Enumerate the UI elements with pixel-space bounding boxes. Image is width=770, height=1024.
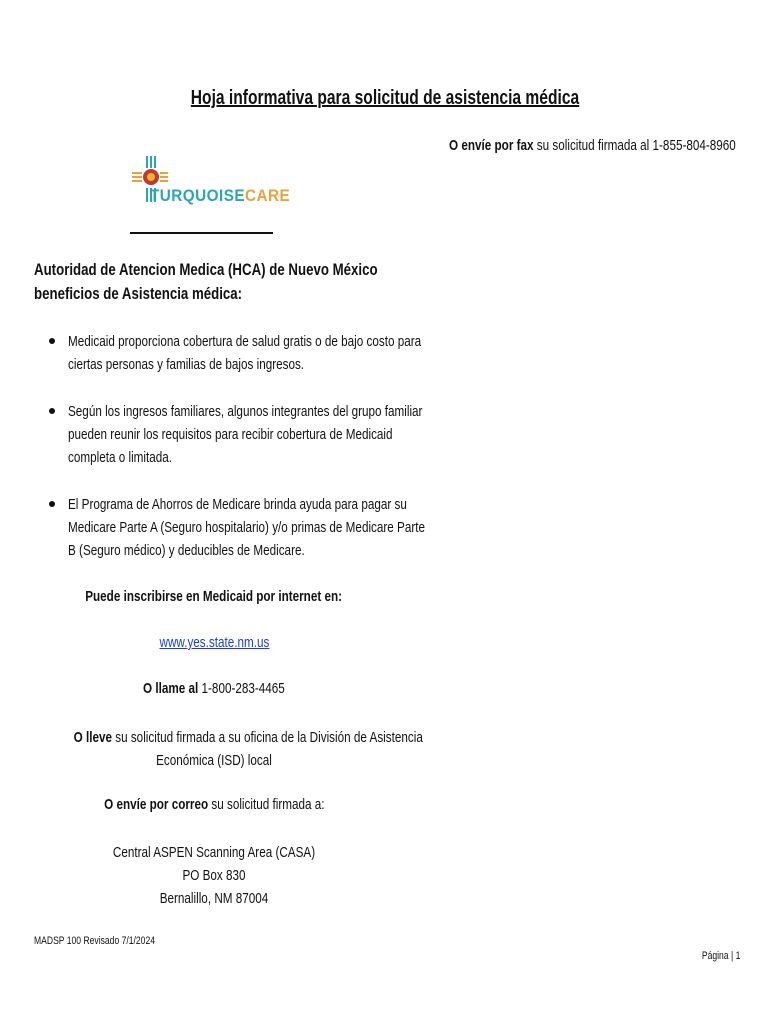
list-item: El Programa de Ahorros de Medicare brinda ayuda para pagar su Medicare Parte A (Seguro hospitalario) y/o primas de Medicare Parte B (Seguro médico) y deducibles de Medicare.: [34, 493, 394, 562]
fax-text: su solicitud firmada al 1-855-804-8960: [533, 137, 736, 154]
list-item: Según los ingresos familiares, algunos integrantes del grupo familiar pueden reunir los requisitos para recibir cobertura de Medicaid completa o limitada.: [34, 400, 394, 469]
website-link-row: [34, 634, 394, 651]
list-item: Medicaid proporciona cobertura de salud gratis o de bajo costo para ciertas personas y familias de bajos ingresos.: [34, 330, 394, 376]
fax-label: O envíe por fax: [449, 137, 534, 154]
fax-instruction: [449, 137, 770, 154]
website-link[interactable]: www.yes.state.nm.us: [159, 634, 269, 651]
benefits-list: [34, 330, 426, 586]
bullet-icon: [49, 338, 55, 344]
mailing-address: Central ASPEN Scanning Area (CASA) PO Box 830 Bernalillo, NM 87004: [112, 844, 316, 907]
page-number: Página | 1: [701, 950, 740, 962]
section-heading: Autoridad de Atencion Medica (HCA) de Nuevo México beneficios de Asistencia médica:: [34, 260, 378, 303]
turquoise-care-logo: [130, 154, 291, 214]
bring-label: O lleve: [73, 729, 112, 746]
mail-instruction: O envíe por correo su solicitud firmada a:: [103, 796, 325, 813]
bring-instruction: O lleve su solicitud firmada a su oficina de la División de Asistencia Económica (ISD) local: [73, 729, 423, 769]
call-number: 1-800-283-4465: [198, 680, 285, 697]
call-label: O llame al: [143, 680, 199, 697]
page-title: [0, 87, 770, 110]
online-enroll-heading: Puede inscribirse en Medicaid por internet en:: [85, 588, 343, 605]
mail-label: O envíe por correo: [103, 796, 208, 813]
bullet-icon: [49, 408, 55, 414]
logo-wordmark: TURQUOISECARE: [150, 186, 291, 205]
bullet-icon: [49, 501, 55, 507]
form-revision: MADSP 100 Revisado 7/1/2024: [34, 935, 155, 947]
page-title-text: Hoja informativa para solicitud de asistencia médica: [190, 87, 580, 109]
logo-divider: [130, 232, 273, 234]
call-instruction: [34, 680, 394, 697]
